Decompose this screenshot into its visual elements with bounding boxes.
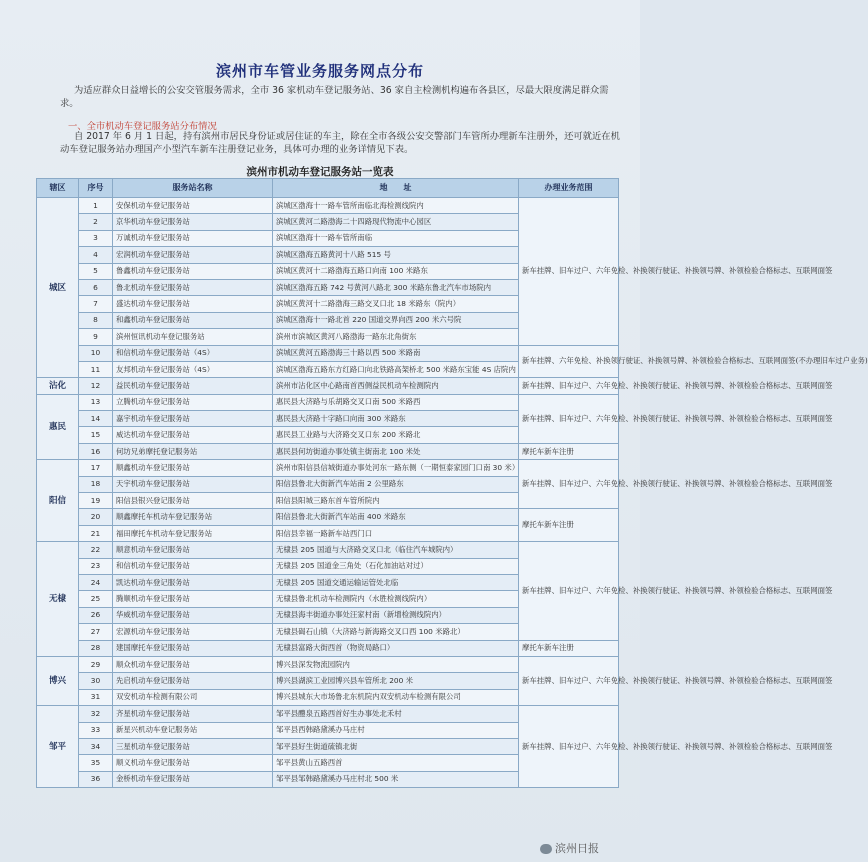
station-name: 何坊兄弟摩托登记服务站 xyxy=(113,443,273,459)
row-number: 10 xyxy=(79,345,113,361)
row-number: 13 xyxy=(79,394,113,410)
station-address: 滨城区渤海五路黄河十八路 515 号 xyxy=(273,247,519,263)
district-cell: 博兴 xyxy=(37,656,79,705)
station-name: 阳信县银兴登记服务站 xyxy=(113,493,273,509)
station-name: 和鑫机动车登记服务站 xyxy=(113,312,273,328)
station-address: 博兴县深发物流园院内 xyxy=(273,656,519,672)
station-name: 先启机动车登记服务站 xyxy=(113,673,273,689)
table-row xyxy=(37,656,619,672)
row-number: 36 xyxy=(79,771,113,787)
row-number: 23 xyxy=(79,558,113,574)
district-cell: 城区 xyxy=(37,198,79,378)
station-name: 凯达机动车登记服务站 xyxy=(113,574,273,590)
station-name: 天宇机动车登记服务站 xyxy=(113,476,273,492)
station-address: 邹平县好生街道硫镇北街 xyxy=(273,738,519,754)
station-name: 福田摩托车机动车登记服务站 xyxy=(113,525,273,541)
body-paragraph: 自 2017 年 6 月 1 日起，持有滨州市居民身份证或居住证的车主，除在全市各级公安交警部门车管所办理新车注册外，还可就近在机动车登记服务站办理国产小型汽车新车注册登记业务，具体可办理的业务详情见下表。 xyxy=(60,131,620,155)
station-address: 惠民县大济路与乐胡路交叉口南 500 米路西 xyxy=(273,394,519,410)
station-address: 滨城区渤海十一路车管所南临 xyxy=(273,230,519,246)
station-name: 顺意机动车登记服务站 xyxy=(113,542,273,558)
row-number: 25 xyxy=(79,591,113,607)
station-name: 顺众机动车登记服务站 xyxy=(113,656,273,672)
station-address: 无棣县 205 国道交通运输运管处北临 xyxy=(273,574,519,590)
station-address: 无棣县海丰街道办事处汪家村南（新增检测线院内） xyxy=(273,607,519,623)
station-address: 阳信县鲁北大街新汽车站南 400 米路东 xyxy=(273,509,519,525)
row-number: 1 xyxy=(79,198,113,214)
service-scope: 新车挂牌、旧车过户、六年免检、补换领行驶证、补换领号牌、补领检验合格标志、互联网面签 xyxy=(519,706,619,788)
row-number: 12 xyxy=(79,378,113,394)
station-address: 邹平县西韩路黛溪办马庄村 xyxy=(273,722,519,738)
station-address: 滨城区黄河十二路渤海三路交叉口北 18 米路东（院内） xyxy=(273,296,519,312)
service-scope: 新车挂牌、六年免检、补换领行驶证、补换领号牌、补领检验合格标志、互联网面签(不办理旧车过户业务) xyxy=(519,345,619,378)
district-cell: 沾化 xyxy=(37,378,79,394)
district-cell: 阳信 xyxy=(37,460,79,542)
station-address: 滨城区渤海五路东方红路口向北铁路高架桥北 500 米路东宝能 4S 店院内 xyxy=(273,361,519,377)
watermark xyxy=(540,840,599,856)
station-name: 新星兴机动车登记服务站 xyxy=(113,722,273,738)
service-scope: 新车挂牌、旧车过户、六年免检、补换领行驶证、补换领号牌、补领检验合格标志、互联网面签 xyxy=(519,378,619,394)
intro-paragraph: 为适应群众日益增长的公安交管服务需求，全市 36 家机动车登记服务站、36 家自主检测机构遍布各县区，尽最大限度满足群众需求。 xyxy=(60,85,609,109)
service-station-table xyxy=(36,178,868,788)
row-number: 16 xyxy=(79,443,113,459)
station-address: 阳信县鲁北大街新汽车站南 2 公里路东 xyxy=(273,476,519,492)
station-address: 无棣县 205 国道与大济路交叉口北（临住汽车城院内） xyxy=(273,542,519,558)
table-row xyxy=(37,640,619,656)
station-address: 滨州市阳信县信城街道办事处河东一路东侧（一期恒泰家园门口南 30 米） xyxy=(273,460,519,476)
row-number: 33 xyxy=(79,722,113,738)
row-number: 20 xyxy=(79,509,113,525)
table-row xyxy=(37,345,619,361)
station-address: 滨城区黄河五路渤海三十路以西 500 米路南 xyxy=(273,345,519,361)
row-number: 14 xyxy=(79,411,113,427)
row-number: 7 xyxy=(79,296,113,312)
wechat-icon xyxy=(540,844,552,854)
row-number: 17 xyxy=(79,460,113,476)
station-name: 金桥机动车登记服务站 xyxy=(113,771,273,787)
table-caption: 滨州市机动车登记服务站一览表 xyxy=(246,166,394,178)
table-row xyxy=(37,378,619,394)
station-address: 滨城区黄河二路渤海二十四路现代物流中心园区 xyxy=(273,214,519,230)
district-cell: 邹平 xyxy=(37,706,79,788)
header-scope: 办理业务范围 xyxy=(519,179,619,198)
station-name: 鲁北机动车登记服务站 xyxy=(113,279,273,295)
station-name: 三星机动车登记服务站 xyxy=(113,738,273,754)
table-header-row xyxy=(37,179,619,198)
station-name: 益民机动车登记服务站 xyxy=(113,378,273,394)
station-name: 盛达机动车登记服务站 xyxy=(113,296,273,312)
station-address: 滨城区渤海五路 742 号黄河八路北 300 米路东鲁北汽车市场院内 xyxy=(273,279,519,295)
station-address: 惠民县大济路十字路口向南 300 米路东 xyxy=(273,411,519,427)
row-number: 35 xyxy=(79,755,113,771)
row-number: 28 xyxy=(79,640,113,656)
row-number: 8 xyxy=(79,312,113,328)
station-name: 和信机动车登记服务站 xyxy=(113,558,273,574)
station-name: 和信机动车登记服务站（4S） xyxy=(113,345,273,361)
page-title: 滨州市车管业务服务网点分布 xyxy=(215,62,424,80)
watermark-text: 滨州日报 xyxy=(555,842,599,855)
station-address: 滨州市沾化区中心路南首西侧益民机动车检测院内 xyxy=(273,378,519,394)
row-number: 34 xyxy=(79,738,113,754)
row-number: 15 xyxy=(79,427,113,443)
station-name: 鲁鑫机动车登记服务站 xyxy=(113,263,273,279)
station-name: 建国摩托车登记服务站 xyxy=(113,640,273,656)
station-address: 惠民县何坊街道办事处镇主街南北 100 米处 xyxy=(273,443,519,459)
row-number: 31 xyxy=(79,689,113,705)
station-address: 无棣县 205 国道金三角处（石化加油站对过） xyxy=(273,558,519,574)
service-scope: 摩托车新车注册 xyxy=(519,443,619,459)
station-address: 博兴县城东大市场鲁北东机院内双安机动车检测有限公司 xyxy=(273,689,519,705)
row-number: 3 xyxy=(79,230,113,246)
station-address: 无棣县碣石山镇（大济路与新海路交叉口西 100 米路北） xyxy=(273,624,519,640)
service-scope: 新车挂牌、旧车过户、六年免检、补换领行驶证、补换领号牌、补领检验合格标志、互联网面签 xyxy=(519,656,619,705)
row-number: 29 xyxy=(79,656,113,672)
station-name: 嘉宇机动车登记服务站 xyxy=(113,411,273,427)
table-row xyxy=(37,443,619,459)
station-address: 滨城区渤海十一路车管所南临北海检测线院内 xyxy=(273,198,519,214)
district-cell: 惠民 xyxy=(37,394,79,460)
station-address: 邹平县黄山五路西首 xyxy=(273,755,519,771)
station-name: 万诚机动车登记服务站 xyxy=(113,230,273,246)
row-number: 30 xyxy=(79,673,113,689)
service-scope: 摩托车新车注册 xyxy=(519,640,619,656)
station-name: 安保机动车登记服务站 xyxy=(113,198,273,214)
table-row xyxy=(37,394,619,410)
table-row xyxy=(37,542,619,558)
station-address: 无棣县鲁北机动车检测院内（水胜检测线院内） xyxy=(273,591,519,607)
header-number: 序号 xyxy=(79,179,113,198)
row-number: 18 xyxy=(79,476,113,492)
station-address: 阳信县阳城三路东首车管所院内 xyxy=(273,493,519,509)
row-number: 32 xyxy=(79,706,113,722)
station-address: 阳信县幸福一路新车站西门口 xyxy=(273,525,519,541)
district-cell: 无棣 xyxy=(37,542,79,657)
row-number: 5 xyxy=(79,263,113,279)
station-name: 顺义机动车登记服务站 xyxy=(113,755,273,771)
row-number: 26 xyxy=(79,607,113,623)
table-row xyxy=(37,198,619,214)
station-name: 华威机动车登记服务站 xyxy=(113,607,273,623)
row-number: 27 xyxy=(79,624,113,640)
row-number: 6 xyxy=(79,279,113,295)
row-number: 11 xyxy=(79,361,113,377)
station-address: 滨城区黄河十二路渤海五路口向南 100 米路东 xyxy=(273,263,519,279)
station-name: 京华机动车登记服务站 xyxy=(113,214,273,230)
section-heading: 一、全市机动车登记服务站分布情况 xyxy=(68,121,217,132)
station-name: 齐星机动车登记服务站 xyxy=(113,706,273,722)
station-address: 无棣县富路大街西首（物资局路口） xyxy=(273,640,519,656)
row-number: 9 xyxy=(79,329,113,345)
station-address: 滨州市滨城区黄河八路渤海一路东北角街东 xyxy=(273,329,519,345)
table-row xyxy=(37,509,619,525)
station-name: 宏源机动车登记服务站 xyxy=(113,624,273,640)
station-name: 威达机动车登记服务站 xyxy=(113,427,273,443)
station-address: 博兴县湖滨工业园博兴县车管所北 200 米 xyxy=(273,673,519,689)
row-number: 19 xyxy=(79,493,113,509)
station-address: 滨城区渤海十一路北首 220 国道交界向西 200 米六号院 xyxy=(273,312,519,328)
station-name: 顺鑫摩托车机动车登记服务站 xyxy=(113,509,273,525)
service-scope: 新车挂牌、旧车过户、六年免检、补换领行驶证、补换领号牌、补领检验合格标志、互联网面签 xyxy=(519,542,619,640)
station-name: 双安机动车检测有限公司 xyxy=(113,689,273,705)
station-name: 滨州恒讯机动车登记服务站 xyxy=(113,329,273,345)
station-name: 腾顺机动车登记服务站 xyxy=(113,591,273,607)
row-number: 2 xyxy=(79,214,113,230)
station-address: 邹平县邹韩路黛溪办马庄村北 500 米 xyxy=(273,771,519,787)
station-name: 友邦机动车登记服务站（4S） xyxy=(113,361,273,377)
header-station-name: 服务站名称 xyxy=(113,179,273,198)
station-name: 顺鑫机动车登记服务站 xyxy=(113,460,273,476)
service-scope: 摩托车新车注册 xyxy=(519,509,619,542)
station-address: 惠民县工业路与大济路交叉口东 200 米路北 xyxy=(273,427,519,443)
row-number: 22 xyxy=(79,542,113,558)
service-scope: 新车挂牌、旧车过户、六年免检、补换领行驶证、补换领号牌、补领检验合格标志、互联网面签 xyxy=(519,460,619,509)
header-district: 辖区 xyxy=(37,179,79,198)
station-address: 邹平县醴泉五路西首好生办事处北禾村 xyxy=(273,706,519,722)
service-scope: 新车挂牌、旧车过户、六年免检、补换领行驶证、补换领号牌、补领检验合格标志、互联网面签 xyxy=(519,198,619,346)
row-number: 21 xyxy=(79,525,113,541)
header-address: 地 址 xyxy=(273,179,519,198)
table-row xyxy=(37,706,619,722)
station-name: 宏润机动车登记服务站 xyxy=(113,247,273,263)
service-scope: 新车挂牌、旧车过户、六年免检、补换领行驶证、补换领号牌、补领检验合格标志、互联网面签 xyxy=(519,394,619,443)
station-name: 立腾机动车登记服务站 xyxy=(113,394,273,410)
table-row xyxy=(37,460,619,476)
row-number: 4 xyxy=(79,247,113,263)
row-number: 24 xyxy=(79,574,113,590)
